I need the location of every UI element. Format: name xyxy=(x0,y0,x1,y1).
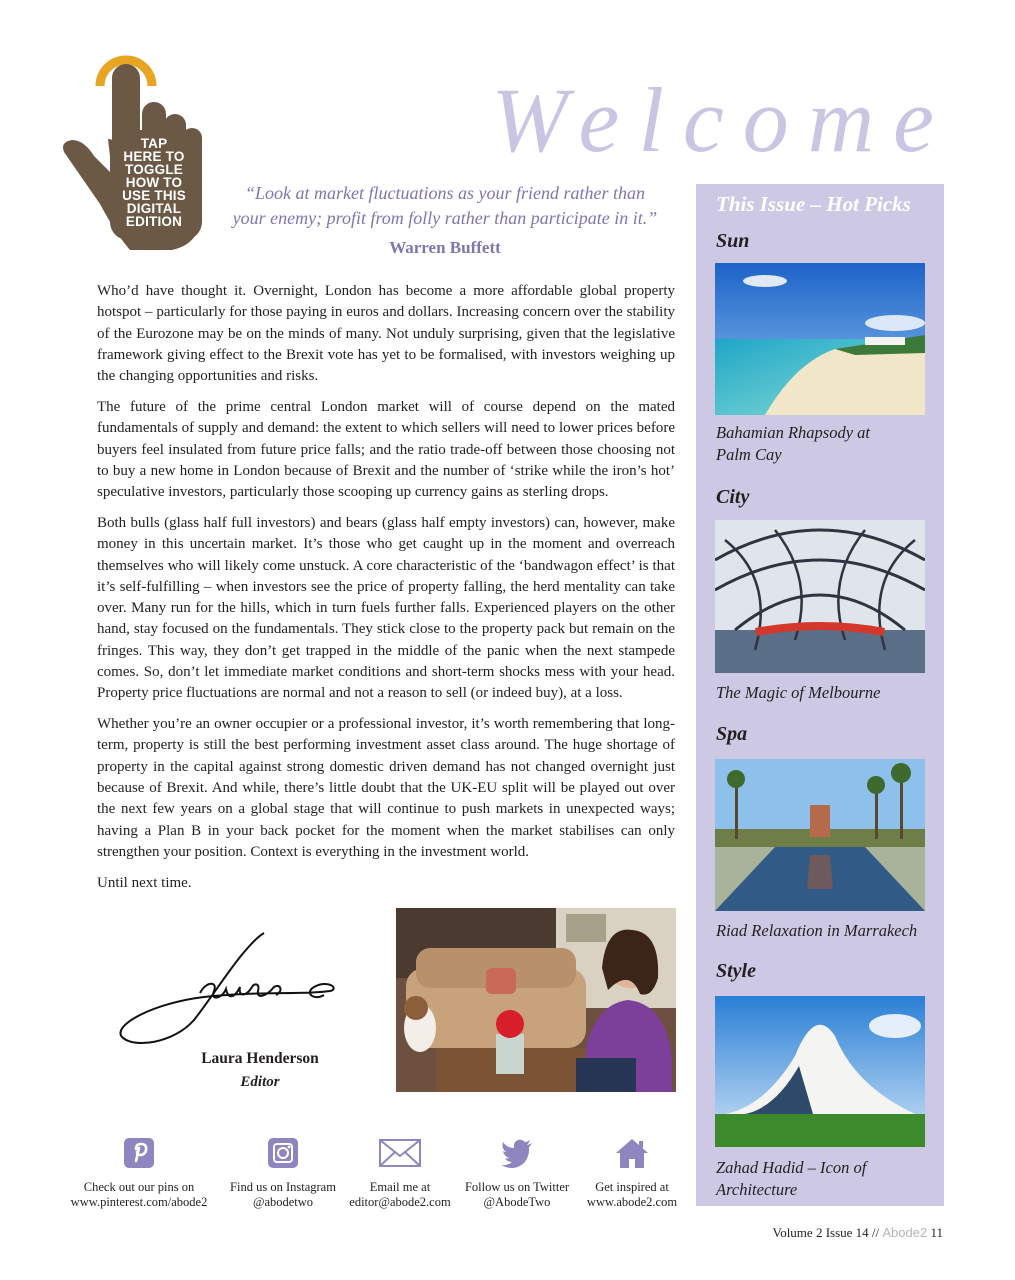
pick-image-spa[interactable] xyxy=(715,759,925,911)
social-label: Get inspired at xyxy=(595,1180,669,1194)
brand-name: Abode2 xyxy=(882,1225,928,1240)
social-website[interactable] xyxy=(578,1136,686,1210)
page-number: 11 xyxy=(930,1225,943,1240)
issue-label: Volume 2 Issue 14 // xyxy=(772,1225,880,1240)
editor-name: Laura Henderson xyxy=(201,1050,319,1067)
social-label: Follow us on Twitter xyxy=(464,1180,570,1194)
pick-image-style[interactable] xyxy=(715,996,925,1147)
social-pinterest[interactable] xyxy=(64,1136,214,1210)
pick-caption-city: The Magic of Melbourne xyxy=(716,683,881,702)
social-link[interactable]: @abodetwo xyxy=(252,1195,314,1209)
badge-text: TAP HERE TO TOGGLE HOW TO USE THIS DIGITAL EDITION xyxy=(122,136,186,229)
hot-picks-sidebar xyxy=(696,184,944,1206)
social-link[interactable]: www.abode2.com xyxy=(586,1195,678,1209)
quote-line: your enemy; profit from folly rather than participate in it.” xyxy=(232,208,658,228)
instagram-icon xyxy=(266,1136,300,1170)
social-link[interactable]: @AbodeTwo xyxy=(483,1195,551,1209)
social-label: Check out our pins on xyxy=(83,1180,195,1194)
home-icon xyxy=(615,1136,649,1170)
social-instagram[interactable] xyxy=(218,1136,348,1210)
handwritten-signature xyxy=(114,925,340,1053)
page-title: Welcome xyxy=(491,69,953,171)
how-to-toggle-badge[interactable] xyxy=(60,44,206,258)
quote-line: “Look at market fluctuations as your friend rather than xyxy=(245,183,645,203)
pick-heading-style: Style xyxy=(716,960,756,982)
social-link[interactable]: editor@abode2.com xyxy=(349,1195,451,1209)
social-email[interactable] xyxy=(340,1136,460,1210)
pick-caption-style: Zahad Hadid – Icon of Architecture xyxy=(716,1158,867,1199)
editor-photo xyxy=(396,908,676,1092)
social-label: Find us on Instagram xyxy=(230,1180,336,1194)
pick-heading-sun: Sun xyxy=(716,230,750,252)
sidebar-title: This Issue – Hot Picks xyxy=(716,192,911,216)
quote-author: Warren Buffett xyxy=(389,238,501,257)
paragraph: Whether you’re an owner occupier or a professional investor, it’s worth remembering that long-term, property is still the best performing investment asset class around. The huge shortage of property in the capital against strong domestic driven demand has not changed overnight just because of Brexit. And while, there’s little doubt that the UK-EU split will be played out over the next few years on a global stage that will continue to push markets in unexpected ways; having a Plan B in your back pocket for the moment when the market stabilises can only strengthen your position. Context is everything in the investment world. xyxy=(97,716,675,860)
paragraph: Both bulls (glass half full investors) and bears (glass half empty investors) can, however, make money in this uncertain market. It’s those who get caught up in the moment and overreach themselves who will likely come unstuck. A core characteristic of the ‘bandwagon effect’ is that it’s self-fulfilling – when investors see the price of property falling, the herd mentality can take over. Many run for the hills, which in turn fuels further falls. Experienced players on the other hand, stay focused on the fundamentals. They stick close to the property pack but remain on the fringes. This way, they don’t get trapped in the middle of the panic when the next stampede comes. So, don’t let immediate market conditions and short-term shocks mess with your head. Property price fluctuations are normal and not a reason to sell (or indeed buy), at a loss. xyxy=(97,514,675,702)
article-body xyxy=(97,281,675,904)
paragraph: The future of the prime central London market will of course depend on the mated fundamentals of supply and demand: the extent to which sellers will need to lower prices before buyers feel insulated from future price falls; and the ratio trade-off between those choosing not to buy a new home in London because of Brexit and the number of ‘strike while the iron’s hot’ speculative investors, particularly those scooping up currency gains as sterling drops. xyxy=(97,398,675,501)
pinterest-icon xyxy=(122,1136,156,1170)
social-twitter[interactable] xyxy=(456,1136,578,1210)
social-label: Email me at xyxy=(369,1180,431,1194)
pick-caption-spa: Riad Relaxation in Marrakech xyxy=(716,921,918,940)
pick-image-city[interactable] xyxy=(715,520,925,673)
paragraph: Who’d have thought it. Overnight, London has become a more affordable global property hotspot – particularly for those paying in euros and dollars. Increasing concern over the stability of the Eurozone may be on the minds of many. Not unduly surprising, given that the legislative framework giving effect to the Brexit vote has yet to be formalised, with investors weighing up the changing opportunities and risks. xyxy=(97,283,675,385)
email-icon xyxy=(378,1136,422,1170)
pick-heading-spa: Spa xyxy=(716,723,748,745)
paragraph: Until next time. xyxy=(97,874,192,891)
pick-caption-sun: Bahamian Rhapsody at Palm Cay xyxy=(716,423,870,464)
social-link[interactable]: www.pinterest.com/abode2 xyxy=(70,1195,208,1209)
editor-role: Editor xyxy=(240,1074,280,1090)
twitter-icon xyxy=(500,1136,534,1170)
page-footer xyxy=(772,1225,943,1241)
pull-quote xyxy=(210,181,680,231)
pick-image-sun[interactable] xyxy=(715,263,925,415)
pick-heading-city: City xyxy=(716,486,750,508)
